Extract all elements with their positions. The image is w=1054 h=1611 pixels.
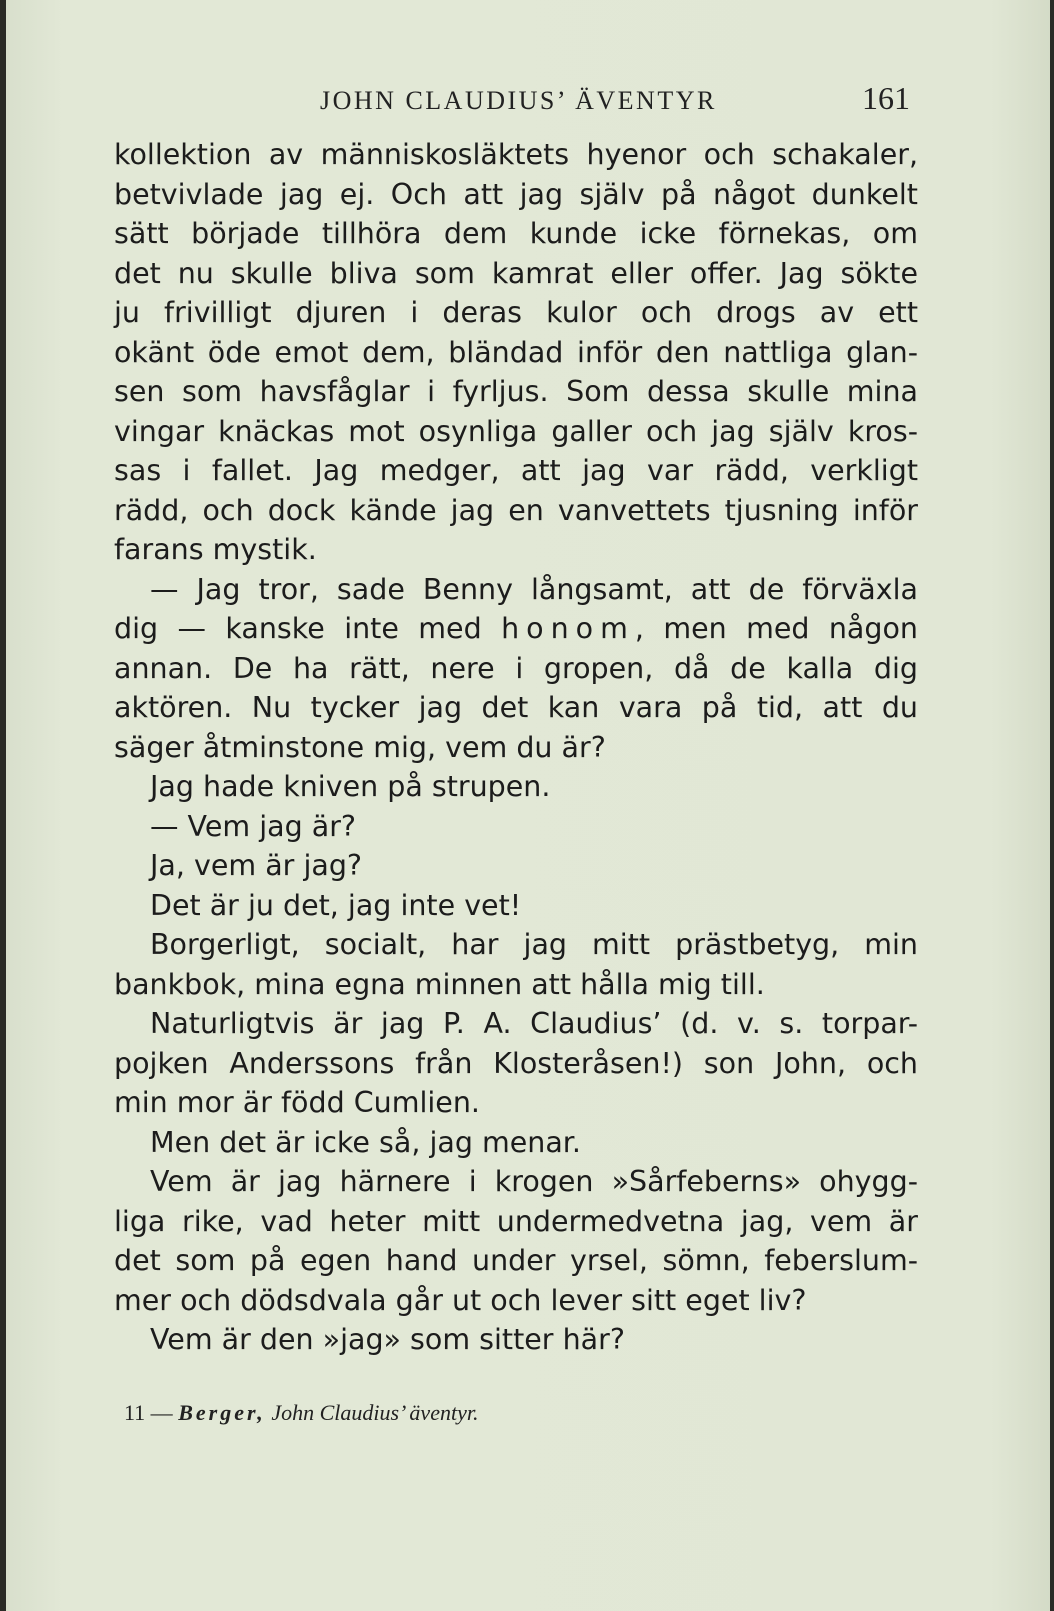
text-line: Vem är den »jag» som sitter här? [150,1323,625,1356]
text-line: sas i fallet. Jag medger, att jag var rädd, verkligt [114,454,918,487]
page-number: 161 [862,80,910,116]
text-line: Naturligtvis är jag P. A. Claudius’ (d. v. s. torpar- [150,1007,918,1040]
text-line: sätt började tillhöra dem kunde icke förnekas, om [114,217,918,250]
text-line: aktören. Nu tycker jag det kan vara på tid, att du [114,691,918,724]
text-line: liga rike, vad heter mitt undermedvetna jag, vem är [114,1204,918,1238]
text-segment: , men med någon [634,612,918,645]
text-line: Borgerligt, socialt, har jag mitt prästbetyg, min [150,928,918,961]
text-segment: dig — kanske inte med [114,612,482,645]
page-edge-left [0,0,6,1611]
footer-book-title: John Claudius’ äventyr. [271,1400,479,1425]
text-line: Men det är icke så, jag menar. [150,1125,581,1159]
text-line: betvivlade jag ej. Och att jag själv på något dunkelt [114,177,918,211]
text-line: min mor är född Cumlien. [114,1086,480,1119]
text-line-mixed [114,609,918,649]
body-text [114,135,918,1360]
text-line: annan. De ha rätt, nere i gropen, då de kalla dig [114,651,918,685]
running-head: JOHN CLAUDIUS’ ÄVENTYR [320,86,717,115]
text-line: okänt öde emot dem, bländad inför den nattliga glan- [114,335,918,369]
text-line: det som på egen hand under yrsel, sömn, feberslum- [114,1244,918,1277]
text-line: det nu skulle bliva som kamrat eller offer. Jag sökte [114,256,918,290]
text-line: mer och dödsdvala går ut och lever sitt eget liv? [114,1283,807,1317]
text-line: Ja, vem är jag? [150,849,363,882]
text-line: Vem är jag härnere i krogen »Sårfeberns» ohygg- [150,1165,918,1198]
signature-mark: 11 — [124,1400,173,1425]
text-line: Det är ju det, jag inte vet! [150,888,522,922]
footer-author: Berger, [178,1400,266,1425]
page-edge-right [1050,0,1054,1611]
text-line: farans mystik. [114,533,317,566]
text-line: Jag hade kniven på strupen. [150,770,551,803]
text-line: kollektion av människosläktets hyenor och schakaler, [114,138,918,171]
text-line: vingar knäckas mot osynliga galler och jag själv kros- [114,414,918,448]
text-line: ju frivilligt djuren i deras kulor och drogs av ett [114,296,918,329]
signature-footer [124,1400,478,1426]
text-line: — Vem jag är? [150,809,357,843]
text-line: — Jag tror, sade Benny långsamt, att de förväxla [150,572,918,606]
text-line: sen som havsfåglar i fyrljus. Som dessa skulle mina [114,375,918,408]
text-line: säger åtminstone mig, vem du är? [114,730,606,764]
text-line: rädd, och dock kände jag en vanvettets tjusning inför [114,493,918,527]
text-line: pojken Anderssons från Klosteråsen!) son John, och [114,1046,918,1080]
emphasized-word: honom [501,612,635,645]
text-line: bankbok, mina egna minnen att hålla mig till. [114,967,765,1001]
